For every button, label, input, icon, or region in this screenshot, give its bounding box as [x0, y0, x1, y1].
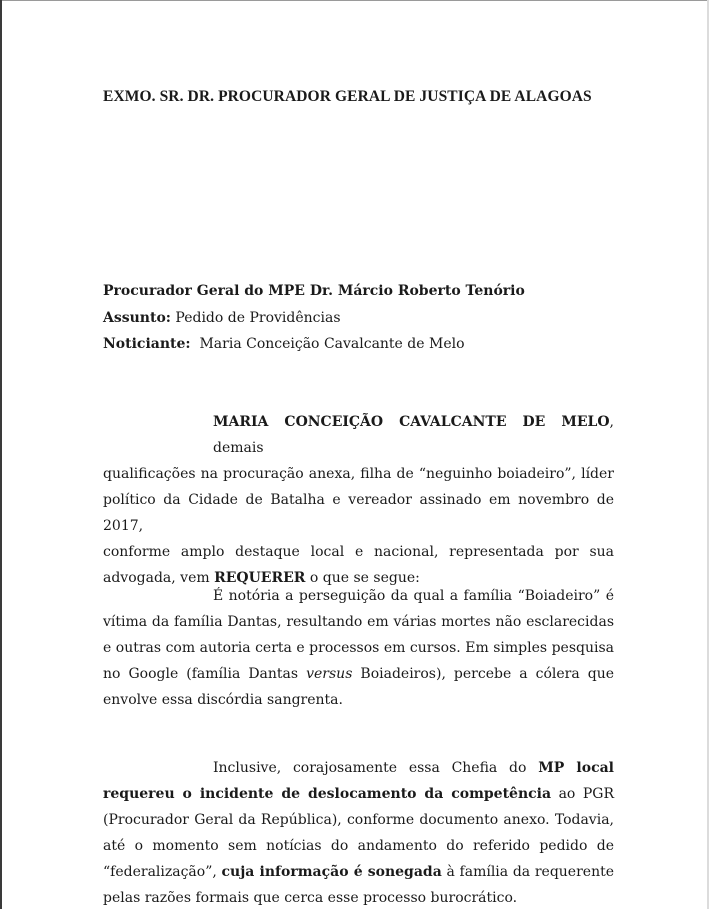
mp-local-bold: MP local — [538, 760, 614, 776]
p2-line-5: envolve essa discórdia sangrenta. — [103, 692, 343, 708]
notifier-line — [103, 336, 465, 352]
p1-line-3: político da Cidade de Batalha e vereador assinado em novembro de 2017, — [103, 492, 614, 534]
notifier-label: Noticiante: — [103, 336, 191, 352]
p2-line-4 — [103, 661, 614, 687]
subject-line — [103, 310, 341, 326]
paragraph-request — [103, 409, 614, 591]
paragraph-federalization — [103, 755, 614, 911]
addressee-line — [103, 283, 525, 299]
p3-line-2 — [103, 781, 614, 807]
p1-line-1 — [103, 409, 614, 461]
paragraph-persecution — [103, 583, 614, 713]
p3-line-5 — [103, 859, 614, 885]
p1-line-2: qualificações na procuração anexa, filha de “neguinho boiadeiro”, líder — [103, 466, 614, 482]
request-keyword: REQUERER — [214, 570, 306, 586]
p2-line-2: vítima da família Dantas, resultando em várias mortes não esclarecidas — [103, 614, 614, 630]
p1-line-5-pre: advogada, vem — [103, 570, 215, 586]
p1-line-1-rest: , demais — [213, 414, 614, 456]
notifier-value: Maria Conceição Cavalcante de Melo — [190, 336, 465, 352]
incident-request-bold: requereu o incidente de deslocamento da competência — [103, 786, 552, 802]
p3-line-2-post: ao PGR — [551, 786, 614, 802]
p1-line-5-post: o que se segue: — [305, 570, 420, 586]
p2-line-1: É notória a perseguição da qual a família “Boiadeiro” é — [213, 588, 614, 604]
subject-value: Pedido de Providências — [170, 310, 341, 326]
p2-line-4-pre: no Google (família Dantas — [103, 666, 307, 682]
versus-italic: versus — [306, 666, 353, 682]
p3-line-1 — [103, 755, 614, 781]
p2-line-4-post: Boiadeiros), percebe a cólera que — [352, 666, 614, 682]
requester-name: MARIA CONCEIÇÃO CAVALCANTE DE MELO — [213, 414, 610, 430]
p3-line-5-post: à família da requerente — [441, 864, 614, 880]
p3-line-3: (Procurador Geral da República), conforme documento anexo. Todavia, — [103, 812, 614, 828]
document-heading: EXMO. SR. DR. PROCURADOR GERAL DE JUSTIÇA DE ALAGOAS — [103, 88, 592, 105]
withheld-info-bold: cuja informação é sonegada — [221, 864, 442, 880]
p3-line-4: até o momento sem notícias do andamento do referido pedido de — [103, 838, 614, 854]
p3-line-6: pelas razões formais que cerca esse processo burocrático. — [103, 890, 518, 906]
subject-label: Assunto: — [103, 310, 171, 326]
p1-line-4: conforme amplo destaque local e nacional, representada por sua — [103, 544, 614, 560]
p3-line-1-pre: Inclusive, corajosamente essa Chefia do — [213, 760, 539, 776]
p3-line-5-pre: “federalização”, — [103, 864, 222, 880]
p2-line-3: e outras com autoria certa e processos em cursos. Em simples pesquisa — [103, 640, 614, 656]
addressee-text: Procurador Geral do MPE Dr. Márcio Roberto Tenório — [103, 283, 525, 299]
page-top-border — [0, 0, 709, 1]
page-left-border — [0, 0, 2, 909]
